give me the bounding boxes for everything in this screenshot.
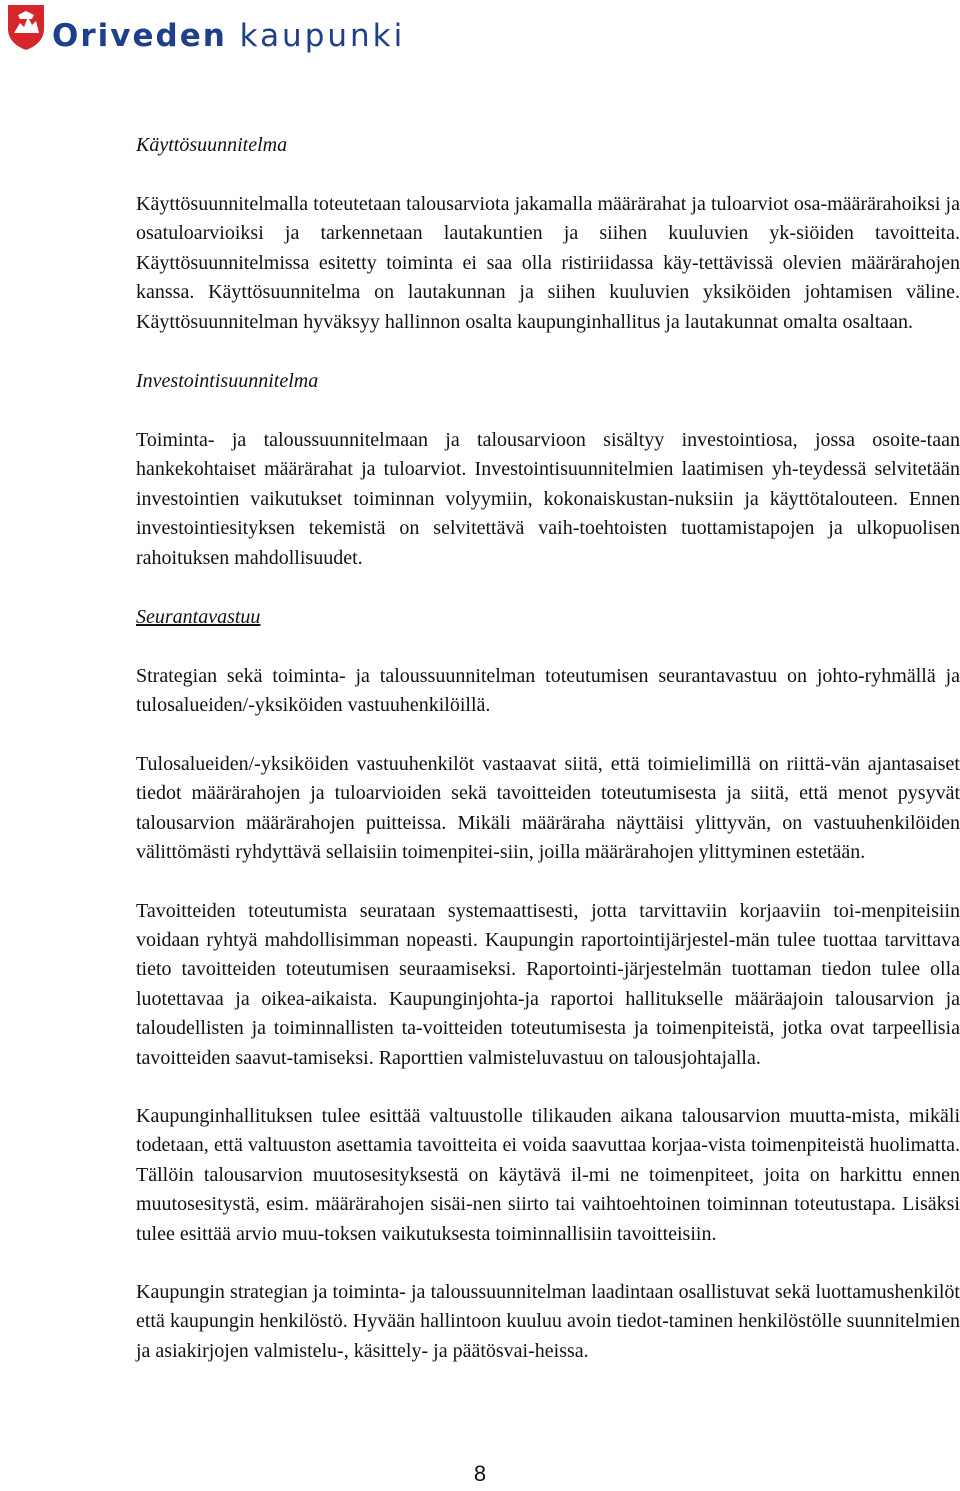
- logo-word-oriveden: Oriveden: [52, 18, 227, 54]
- section-title-kayttosuunnitelma: Käyttösuunnitelma: [136, 134, 288, 156]
- paragraph: Kaupungin strategian ja toiminta- ja taloussuunnitelman laadintaan osallistuvat sekä luottamushenkilöt että kaupungin henkilöstö. Hyvään hallintoon kuuluu avoin tiedot-taminen henkilöstölle suunnitelmien ja asiakirjojen valmistelu-, käsittely- ja päätösvai-heissa.: [136, 1280, 960, 1362]
- section-title-seurantavastuu: Seurantavastuu: [136, 606, 261, 629]
- paragraph: Toiminta- ja taloussuunnitelmaan ja talousarvioon sisältyy investointiosa, jossa osoite-taan hankekohtaiset määrärahat ja tuloarviot. Investointisuunnitelmien laatimisen yh-teydessä selvitetään investointien vaikutukset toiminnan volyymiin, kokonaiskustan-nuksiin ja käyttötalouteen. Ennen investointiesityksen tekemistä on selvitettävä vaih-toehtoisten tuottamistapojen ja ulkopuolisen rahoituksen mahdollisuudet.: [136, 429, 960, 569]
- section-title-investointisuunnitelma: Investointisuunnitelma: [136, 370, 319, 393]
- paragraph: Kaupunginhallituksen tulee esittää valtuustolle tilikauden aikana talousarvion muutta-mista, mikäli todetaan, että valtuuston asettamia tavoitteita ei voida saavuttaa korjaa-vista toimenpiteistä huolimatta. Tällöin talousarvion muutosesityksestä on käytävä il-mi ne toimenpiteet, joita on harkittu ennen muutosesitystä, esim. määrärahojen sisäi-nen siirto tai vaihtoehtoinen toiminnan toteutustapa. Lisäksi tulee esittää arvio muu-toksen vaikutuksesta toiminnallisiin tavoitteisiin.: [136, 1104, 960, 1245]
- paragraph: Tulosalueiden/-yksiköiden vastuuhenkilöt vastaavat siitä, että toimielimillä on riittä-vän ajantasaiset tiedot määrärahojen ja tuloarvioiden sekä tavoitteiden toteutumisesta ja siitä, että menot pysyvät talousarvion määrärahojen puitteissa. Mikäli määräraha näyttäisi ylittyvän, on vastuuhenkilöiden välittömästi ryhdyttävä sellaisiin toimenpitei-siin, joilla määrärahojen ylittyminen estetään.: [136, 752, 960, 864]
- page-number: 8: [473, 1461, 487, 1486]
- logo-wordmark: [52, 18, 405, 54]
- paragraph: Käyttösuunnitelmalla toteutetaan talousarviota jakamalla määrärahat ja tuloarviot osa-määrärahoiksi ja osatuloarvioiksi ja tarkennetaan lautakuntien ja siihen kuuluvien yk-siöiden tavoitteita. Käyttösuunnitelmissa esitetty toiminta ei saa olla ristiriidassa käy-tettävissä olevien määrärahojen kanssa. Käyttösuunnitelma on lautakunnan ja siihen kuuluvien yksiköiden johtamisen väline. Käyttösuunnitelman hyväksyy hallinnon osalta kaupunginhallitus ja lautakunnat omalta osaltaan.: [136, 193, 960, 333]
- paragraph: Strategian sekä toiminta- ja taloussuunnitelman toteutumisen seurantavastuu on johto-ryhmällä ja tulosalueiden/-yksiköiden vastuuhenkilöillä.: [136, 665, 960, 717]
- town-crest-icon: [6, 3, 46, 51]
- logo-word-kaupunki: kaupunki: [239, 18, 406, 54]
- page-header: [0, 0, 960, 60]
- paragraph: Tavoitteiden toteutumista seurataan systemaattisesti, jotta tarvittaviin korjaaviin toi-menpiteisiin voidaan ryhtyä mahdollisimman nopeasti. Kaupungin raportointijärjestel-män tulee tuottaa tarvittava tieto tavoitteiden toteutumisen seuraamiseksi. Raportointi-järjestelmän tuottaman tiedon tulee olla luotettavaa ja oikea-aikaista. Kaupunginjohta-ja raportoi hallitukselle määräajoin talousarvion ja taloudellisten ja toiminnallisten ta-voitteiden toteutumisesta ja toimenpiteistä, jotka ovat tarpeellisia tavoitteiden saavut-tamiseksi. Raporttien valmisteluvastuu on talousjohtajalla.: [136, 899, 960, 1069]
- document-body: [136, 130, 960, 1366]
